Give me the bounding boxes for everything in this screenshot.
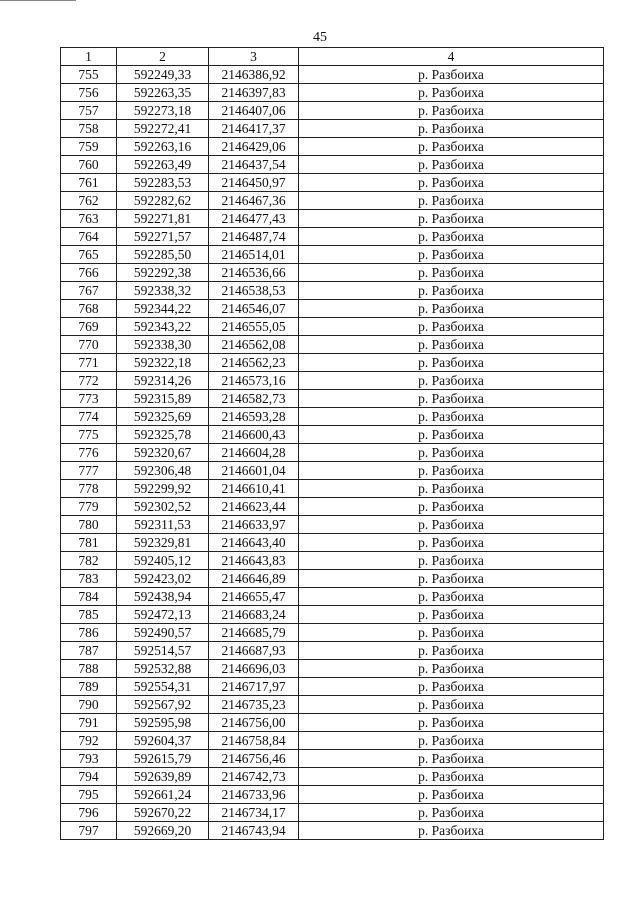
y-coordinate-cell: 2146562,23 <box>209 354 299 372</box>
point-number-cell: 792 <box>61 732 117 750</box>
point-number-cell: 765 <box>61 246 117 264</box>
x-coordinate-cell: 592670,22 <box>117 804 209 822</box>
y-coordinate-cell: 2146555,05 <box>209 318 299 336</box>
x-coordinate-cell: 592271,81 <box>117 210 209 228</box>
description-cell: р. Разбоиха <box>299 426 604 444</box>
table-row <box>61 786 604 804</box>
table-row <box>61 192 604 210</box>
table-row <box>61 354 604 372</box>
y-coordinate-cell: 2146407,06 <box>209 102 299 120</box>
description-cell: р. Разбоиха <box>299 804 604 822</box>
x-coordinate-cell: 592554,31 <box>117 678 209 696</box>
y-coordinate-cell: 2146546,07 <box>209 300 299 318</box>
point-number-cell: 762 <box>61 192 117 210</box>
table-row <box>61 534 604 552</box>
x-coordinate-cell: 592338,30 <box>117 336 209 354</box>
description-cell: р. Разбоиха <box>299 444 604 462</box>
point-number-cell: 796 <box>61 804 117 822</box>
description-cell: р. Разбоиха <box>299 570 604 588</box>
table-row <box>61 66 604 84</box>
x-coordinate-cell: 592639,89 <box>117 768 209 786</box>
table-row <box>61 84 604 102</box>
y-coordinate-cell: 2146758,84 <box>209 732 299 750</box>
table-row <box>61 282 604 300</box>
table-row <box>61 768 604 786</box>
column-header-2: 2 <box>117 48 209 66</box>
x-coordinate-cell: 592472,13 <box>117 606 209 624</box>
point-number-cell: 787 <box>61 642 117 660</box>
point-number-cell: 776 <box>61 444 117 462</box>
point-number-cell: 761 <box>61 174 117 192</box>
table-row <box>61 732 604 750</box>
x-coordinate-cell: 592249,33 <box>117 66 209 84</box>
point-number-cell: 777 <box>61 462 117 480</box>
point-number-cell: 773 <box>61 390 117 408</box>
point-number-cell: 768 <box>61 300 117 318</box>
table-row <box>61 462 604 480</box>
table-row <box>61 300 604 318</box>
point-number-cell: 775 <box>61 426 117 444</box>
page-number: 45 <box>313 30 327 45</box>
table-row <box>61 642 604 660</box>
description-cell: р. Разбоиха <box>299 606 604 624</box>
point-number-cell: 772 <box>61 372 117 390</box>
point-number-cell: 780 <box>61 516 117 534</box>
y-coordinate-cell: 2146633,97 <box>209 516 299 534</box>
point-number-cell: 758 <box>61 120 117 138</box>
x-coordinate-cell: 592438,94 <box>117 588 209 606</box>
x-coordinate-cell: 592311,53 <box>117 516 209 534</box>
y-coordinate-cell: 2146734,17 <box>209 804 299 822</box>
y-coordinate-cell: 2146397,83 <box>209 84 299 102</box>
y-coordinate-cell: 2146643,40 <box>209 534 299 552</box>
point-number-cell: 781 <box>61 534 117 552</box>
x-coordinate-cell: 592405,12 <box>117 552 209 570</box>
table-row <box>61 624 604 642</box>
table-row <box>61 480 604 498</box>
table-row <box>61 120 604 138</box>
table-row <box>61 228 604 246</box>
description-cell: р. Разбоиха <box>299 624 604 642</box>
x-coordinate-cell: 592344,22 <box>117 300 209 318</box>
x-coordinate-cell: 592285,50 <box>117 246 209 264</box>
x-coordinate-cell: 592532,88 <box>117 660 209 678</box>
y-coordinate-cell: 2146536,66 <box>209 264 299 282</box>
description-cell: р. Разбоиха <box>299 174 604 192</box>
table-row <box>61 588 604 606</box>
x-coordinate-cell: 592490,57 <box>117 624 209 642</box>
x-coordinate-cell: 592595,98 <box>117 714 209 732</box>
x-coordinate-cell: 592272,41 <box>117 120 209 138</box>
y-coordinate-cell: 2146643,83 <box>209 552 299 570</box>
point-number-cell: 755 <box>61 66 117 84</box>
point-number-cell: 760 <box>61 156 117 174</box>
description-cell: р. Разбоиха <box>299 390 604 408</box>
description-cell: р. Разбоиха <box>299 138 604 156</box>
table-row <box>61 174 604 192</box>
description-cell: р. Разбоиха <box>299 408 604 426</box>
description-cell: р. Разбоиха <box>299 102 604 120</box>
description-cell: р. Разбоиха <box>299 336 604 354</box>
description-cell: р. Разбоиха <box>299 372 604 390</box>
description-cell: р. Разбоиха <box>299 642 604 660</box>
point-number-cell: 769 <box>61 318 117 336</box>
point-number-cell: 770 <box>61 336 117 354</box>
y-coordinate-cell: 2146573,16 <box>209 372 299 390</box>
y-coordinate-cell: 2146601,04 <box>209 462 299 480</box>
description-cell: р. Разбоиха <box>299 498 604 516</box>
table-row <box>61 714 604 732</box>
y-coordinate-cell: 2146429,06 <box>209 138 299 156</box>
point-number-cell: 774 <box>61 408 117 426</box>
x-coordinate-cell: 592338,32 <box>117 282 209 300</box>
y-coordinate-cell: 2146683,24 <box>209 606 299 624</box>
y-coordinate-cell: 2146514,01 <box>209 246 299 264</box>
description-cell: р. Разбоиха <box>299 732 604 750</box>
y-coordinate-cell: 2146685,79 <box>209 624 299 642</box>
y-coordinate-cell: 2146756,00 <box>209 714 299 732</box>
point-number-cell: 779 <box>61 498 117 516</box>
table-row <box>61 696 604 714</box>
x-coordinate-cell: 592669,20 <box>117 822 209 840</box>
table-row <box>61 246 604 264</box>
x-coordinate-cell: 592306,48 <box>117 462 209 480</box>
table-row <box>61 516 604 534</box>
table-row <box>61 498 604 516</box>
point-number-cell: 782 <box>61 552 117 570</box>
y-coordinate-cell: 2146477,43 <box>209 210 299 228</box>
table-row <box>61 210 604 228</box>
description-cell: р. Разбоиха <box>299 696 604 714</box>
description-cell: р. Разбоиха <box>299 714 604 732</box>
x-coordinate-cell: 592320,67 <box>117 444 209 462</box>
point-number-cell: 784 <box>61 588 117 606</box>
table-row <box>61 372 604 390</box>
y-coordinate-cell: 2146733,96 <box>209 786 299 804</box>
description-cell: р. Разбоиха <box>299 750 604 768</box>
x-coordinate-cell: 592567,92 <box>117 696 209 714</box>
table-row <box>61 318 604 336</box>
column-header-1: 1 <box>61 48 117 66</box>
table-row <box>61 660 604 678</box>
point-number-cell: 790 <box>61 696 117 714</box>
table-row <box>61 570 604 588</box>
table-row <box>61 336 604 354</box>
x-coordinate-cell: 592325,69 <box>117 408 209 426</box>
description-cell: р. Разбоиха <box>299 282 604 300</box>
table-row <box>61 264 604 282</box>
x-coordinate-cell: 592263,35 <box>117 84 209 102</box>
y-coordinate-cell: 2146593,28 <box>209 408 299 426</box>
y-coordinate-cell: 2146437,54 <box>209 156 299 174</box>
point-number-cell: 789 <box>61 678 117 696</box>
x-coordinate-cell: 592273,18 <box>117 102 209 120</box>
description-cell: р. Разбоиха <box>299 84 604 102</box>
x-coordinate-cell: 592329,81 <box>117 534 209 552</box>
x-coordinate-cell: 592322,18 <box>117 354 209 372</box>
description-cell: р. Разбоиха <box>299 210 604 228</box>
table-row <box>61 678 604 696</box>
y-coordinate-cell: 2146450,97 <box>209 174 299 192</box>
point-number-cell: 771 <box>61 354 117 372</box>
point-number-cell: 763 <box>61 210 117 228</box>
table-row <box>61 444 604 462</box>
y-coordinate-cell: 2146735,23 <box>209 696 299 714</box>
description-cell: р. Разбоиха <box>299 588 604 606</box>
y-coordinate-cell: 2146742,73 <box>209 768 299 786</box>
y-coordinate-cell: 2146487,74 <box>209 228 299 246</box>
x-coordinate-cell: 592271,57 <box>117 228 209 246</box>
x-coordinate-cell: 592514,57 <box>117 642 209 660</box>
description-cell: р. Разбоиха <box>299 534 604 552</box>
description-cell: р. Разбоиха <box>299 678 604 696</box>
table-row <box>61 426 604 444</box>
point-number-cell: 764 <box>61 228 117 246</box>
description-cell: р. Разбоиха <box>299 300 604 318</box>
table-row <box>61 390 604 408</box>
table-header-row <box>61 48 604 66</box>
y-coordinate-cell: 2146646,89 <box>209 570 299 588</box>
point-number-cell: 793 <box>61 750 117 768</box>
coordinates-table <box>60 47 604 840</box>
point-number-cell: 759 <box>61 138 117 156</box>
x-coordinate-cell: 592315,89 <box>117 390 209 408</box>
table-body <box>61 66 604 840</box>
y-coordinate-cell: 2146687,93 <box>209 642 299 660</box>
point-number-cell: 757 <box>61 102 117 120</box>
x-coordinate-cell: 592314,26 <box>117 372 209 390</box>
description-cell: р. Разбоиха <box>299 264 604 282</box>
column-header-3: 3 <box>209 48 299 66</box>
column-header-4: 4 <box>299 48 604 66</box>
description-cell: р. Разбоиха <box>299 768 604 786</box>
point-number-cell: 778 <box>61 480 117 498</box>
x-coordinate-cell: 592343,22 <box>117 318 209 336</box>
description-cell: р. Разбоиха <box>299 120 604 138</box>
y-coordinate-cell: 2146538,53 <box>209 282 299 300</box>
description-cell: р. Разбоиха <box>299 462 604 480</box>
table-row <box>61 408 604 426</box>
description-cell: р. Разбоиха <box>299 192 604 210</box>
description-cell: р. Разбоиха <box>299 246 604 264</box>
x-coordinate-cell: 592299,92 <box>117 480 209 498</box>
point-number-cell: 785 <box>61 606 117 624</box>
description-cell: р. Разбоиха <box>299 156 604 174</box>
x-coordinate-cell: 592615,79 <box>117 750 209 768</box>
description-cell: р. Разбоиха <box>299 480 604 498</box>
point-number-cell: 783 <box>61 570 117 588</box>
table-row <box>61 804 604 822</box>
y-coordinate-cell: 2146600,43 <box>209 426 299 444</box>
description-cell: р. Разбоиха <box>299 228 604 246</box>
description-cell: р. Разбоиха <box>299 354 604 372</box>
table-row <box>61 552 604 570</box>
y-coordinate-cell: 2146623,44 <box>209 498 299 516</box>
table-row <box>61 750 604 768</box>
point-number-cell: 767 <box>61 282 117 300</box>
table-row <box>61 606 604 624</box>
x-coordinate-cell: 592263,16 <box>117 138 209 156</box>
table-row <box>61 156 604 174</box>
description-cell: р. Разбоиха <box>299 822 604 840</box>
point-number-cell: 766 <box>61 264 117 282</box>
y-coordinate-cell: 2146417,37 <box>209 120 299 138</box>
y-coordinate-cell: 2146386,92 <box>209 66 299 84</box>
y-coordinate-cell: 2146655,47 <box>209 588 299 606</box>
table-row <box>61 822 604 840</box>
table-row <box>61 102 604 120</box>
x-coordinate-cell: 592302,52 <box>117 498 209 516</box>
x-coordinate-cell: 592263,49 <box>117 156 209 174</box>
y-coordinate-cell: 2146717,97 <box>209 678 299 696</box>
table-row <box>61 138 604 156</box>
point-number-cell: 788 <box>61 660 117 678</box>
point-number-cell: 795 <box>61 786 117 804</box>
y-coordinate-cell: 2146467,36 <box>209 192 299 210</box>
x-coordinate-cell: 592423,02 <box>117 570 209 588</box>
point-number-cell: 786 <box>61 624 117 642</box>
x-coordinate-cell: 592661,24 <box>117 786 209 804</box>
y-coordinate-cell: 2146604,28 <box>209 444 299 462</box>
description-cell: р. Разбоиха <box>299 660 604 678</box>
x-coordinate-cell: 592283,53 <box>117 174 209 192</box>
y-coordinate-cell: 2146743,94 <box>209 822 299 840</box>
description-cell: р. Разбоиха <box>299 516 604 534</box>
point-number-cell: 794 <box>61 768 117 786</box>
y-coordinate-cell: 2146610,41 <box>209 480 299 498</box>
description-cell: р. Разбоиха <box>299 66 604 84</box>
x-coordinate-cell: 592292,38 <box>117 264 209 282</box>
x-coordinate-cell: 592325,78 <box>117 426 209 444</box>
y-coordinate-cell: 2146562,08 <box>209 336 299 354</box>
y-coordinate-cell: 2146756,46 <box>209 750 299 768</box>
description-cell: р. Разбоиха <box>299 552 604 570</box>
point-number-cell: 797 <box>61 822 117 840</box>
y-coordinate-cell: 2146696,03 <box>209 660 299 678</box>
point-number-cell: 791 <box>61 714 117 732</box>
description-cell: р. Разбоиха <box>299 318 604 336</box>
point-number-cell: 756 <box>61 84 117 102</box>
x-coordinate-cell: 592604,37 <box>117 732 209 750</box>
x-coordinate-cell: 592282,62 <box>117 192 209 210</box>
description-cell: р. Разбоиха <box>299 786 604 804</box>
scan-edge-mark <box>0 0 76 1</box>
y-coordinate-cell: 2146582,73 <box>209 390 299 408</box>
